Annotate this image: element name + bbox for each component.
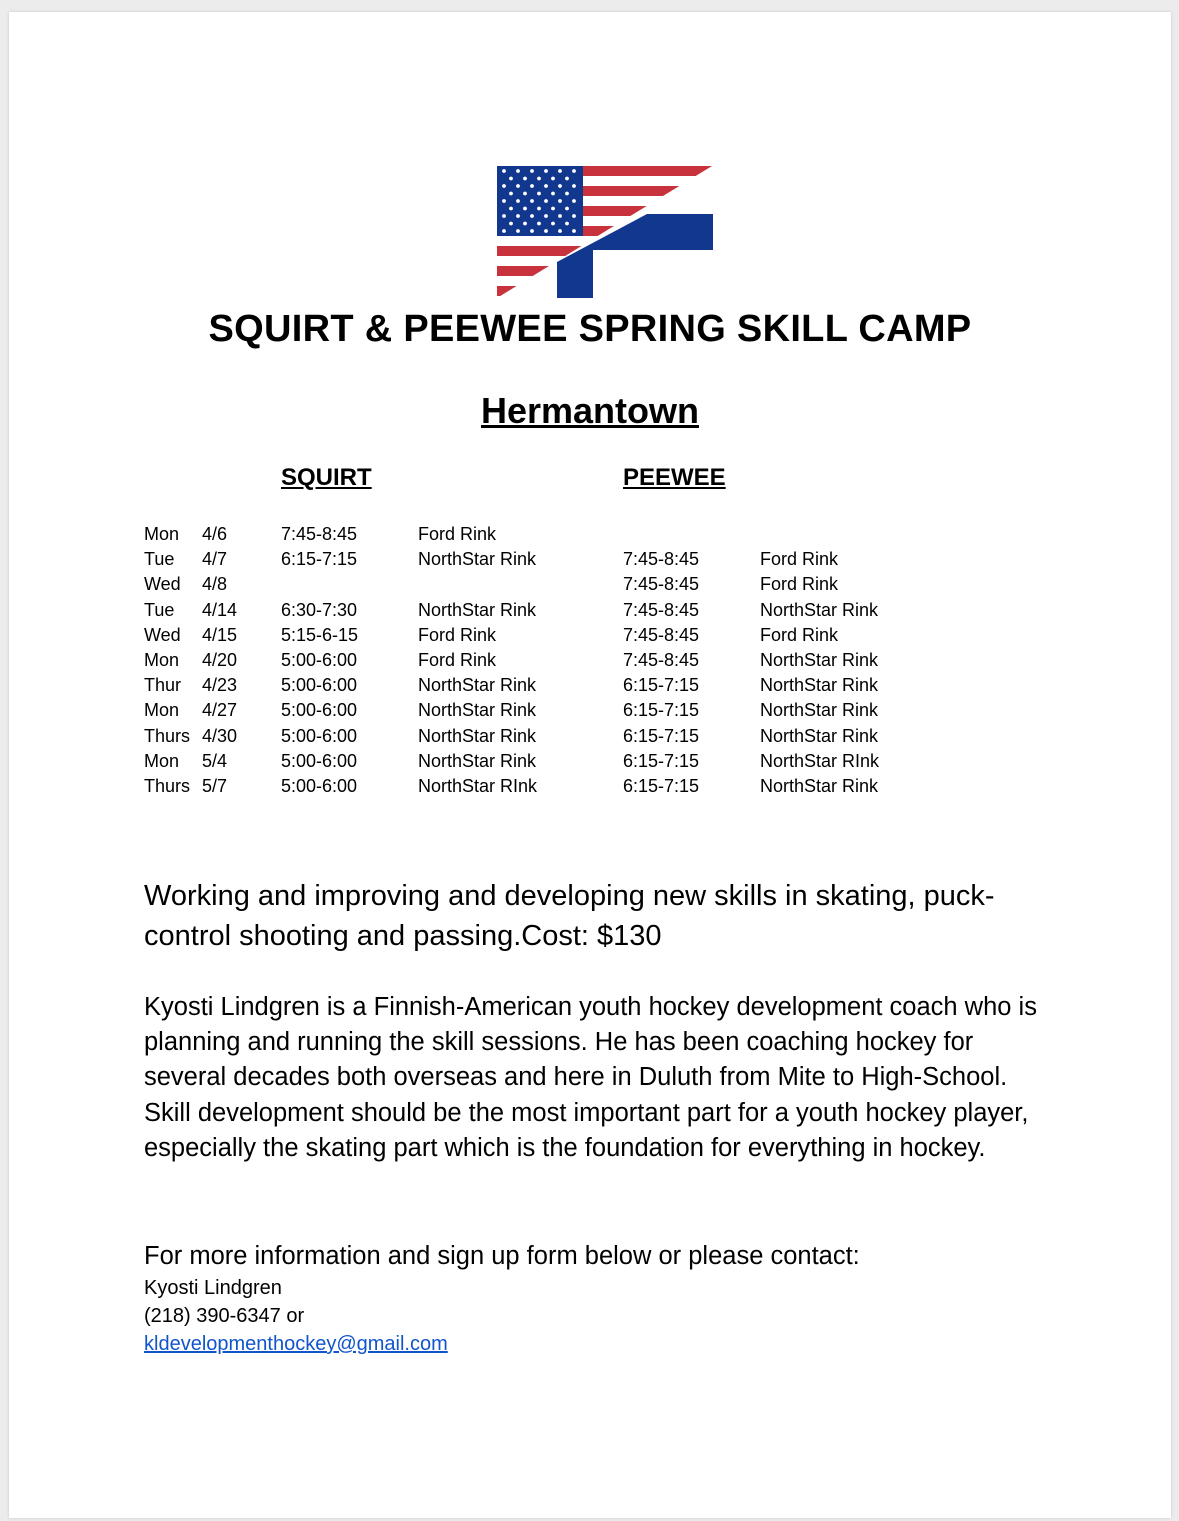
day: Mon bbox=[144, 750, 180, 771]
squirt-time: 6:30-7:30 bbox=[281, 599, 358, 620]
squirt-rink: NorthStar RInk bbox=[418, 775, 538, 796]
day: Tue bbox=[144, 549, 175, 570]
peewee-rink: NorthStar Rink bbox=[760, 700, 879, 721]
peewee-time: 6:15-7:15 bbox=[623, 725, 700, 746]
peewee-rink: Ford Rink bbox=[760, 624, 839, 645]
date: 4/7 bbox=[202, 549, 228, 570]
contact-phone: (218) 390-6347 or bbox=[144, 1305, 305, 1327]
peewee-rink: NorthStar Rink bbox=[760, 675, 879, 696]
peewee-time: 7:45-8:45 bbox=[623, 549, 700, 570]
squirt-time: 5:00-6:00 bbox=[281, 700, 358, 721]
squirt-time: 7:45-8:45 bbox=[281, 524, 358, 544]
date: 4/20 bbox=[202, 649, 238, 670]
squirt-rink: NorthStar Rink bbox=[418, 725, 537, 746]
peewee-time: 7:45-8:45 bbox=[623, 574, 700, 595]
date: 4/6 bbox=[202, 524, 228, 544]
day: Mon bbox=[144, 700, 180, 721]
squirt-rink: Ford Rink bbox=[418, 524, 497, 544]
peewee-time: 6:15-7:15 bbox=[623, 750, 700, 771]
squirt-rink: NorthStar Rink bbox=[418, 549, 537, 570]
squirt-rink: NorthStar Rink bbox=[418, 700, 537, 721]
peewee-rink: NorthStar RInk bbox=[760, 750, 880, 771]
coach-bio: Kyosti Lindgren is a Finnish-American youth hockey development coach who is planning and running the skill sessions. He has been coaching hockey for several decades both overseas and here in Duluth from Mite to High-School. Skill development should be the most important part for a youth hockey player, especially the skating part which is the foundation for everything in hockey. bbox=[144, 993, 1037, 1162]
day: Tue bbox=[144, 599, 175, 620]
contact-intro: For more information and sign up form below or please contact: bbox=[144, 1242, 860, 1270]
day: Wed bbox=[144, 624, 181, 645]
date: 4/23 bbox=[202, 675, 238, 696]
date: 4/15 bbox=[202, 624, 238, 645]
us-finland-flag-logo-icon bbox=[497, 166, 713, 298]
day: Thurs bbox=[144, 775, 191, 796]
peewee-rink: NorthStar Rink bbox=[760, 599, 879, 620]
date: 5/7 bbox=[202, 775, 228, 796]
day: Thur bbox=[144, 675, 182, 696]
squirt-rink: NorthStar Rink bbox=[418, 599, 537, 620]
contact-name: Kyosti Lindgren bbox=[144, 1277, 282, 1299]
peewee-time: 6:15-7:15 bbox=[623, 700, 700, 721]
date: 5/4 bbox=[202, 750, 228, 771]
squirt-rink: Ford Rink bbox=[418, 649, 497, 670]
peewee-rink: Ford Rink bbox=[760, 574, 839, 595]
contact-block bbox=[144, 1274, 448, 1358]
contact-email-link[interactable]: kldevelopmenthockey@gmail.com bbox=[144, 1333, 448, 1355]
squirt-time: 5:00-6:00 bbox=[281, 649, 358, 670]
peewee-time: 7:45-8:45 bbox=[623, 599, 700, 620]
day: Mon bbox=[144, 524, 180, 544]
page-title: SQUIRT & PEEWEE SPRING SKILL CAMP bbox=[208, 308, 972, 350]
peewee-rink: NorthStar Rink bbox=[760, 775, 879, 796]
squirt-time: 5:00-6:00 bbox=[281, 750, 358, 771]
date: 4/30 bbox=[202, 725, 238, 746]
peewee-time: 7:45-8:45 bbox=[623, 624, 700, 645]
peewee-rink: NorthStar Rink bbox=[760, 649, 879, 670]
document-page bbox=[9, 12, 1171, 1518]
day: Thurs bbox=[144, 725, 191, 746]
squirt-time: 5:00-6:00 bbox=[281, 775, 358, 796]
peewee-time: 6:15-7:15 bbox=[623, 675, 700, 696]
location-heading: Hermantown bbox=[480, 390, 700, 431]
peewee-rink: Ford Rink bbox=[760, 549, 839, 570]
squirt-rink: Ford Rink bbox=[418, 624, 497, 645]
squirt-rink: NorthStar Rink bbox=[418, 750, 537, 771]
squirt-time: 5:00-6:00 bbox=[281, 675, 358, 696]
peewee-time: 6:15-7:15 bbox=[623, 775, 700, 796]
squirt-time: 6:15-7:15 bbox=[281, 549, 358, 570]
camp-description: Working and improving and developing new skills in skating, puck-control shooting and passing.Cost: $130 bbox=[144, 880, 995, 952]
squirt-column-header: SQUIRT bbox=[281, 464, 372, 491]
date: 4/27 bbox=[202, 700, 238, 721]
date: 4/14 bbox=[202, 599, 238, 620]
day: Mon bbox=[144, 649, 180, 670]
peewee-rink: NorthStar Rink bbox=[760, 725, 879, 746]
squirt-rink: NorthStar Rink bbox=[418, 675, 537, 696]
peewee-time: 7:45-8:45 bbox=[623, 649, 700, 670]
squirt-time: 5:15-6-15 bbox=[281, 624, 359, 645]
squirt-time: 5:00-6:00 bbox=[281, 725, 358, 746]
peewee-column-header: PEEWEE bbox=[623, 464, 726, 491]
day: Wed bbox=[144, 574, 181, 595]
date: 4/8 bbox=[202, 574, 228, 595]
